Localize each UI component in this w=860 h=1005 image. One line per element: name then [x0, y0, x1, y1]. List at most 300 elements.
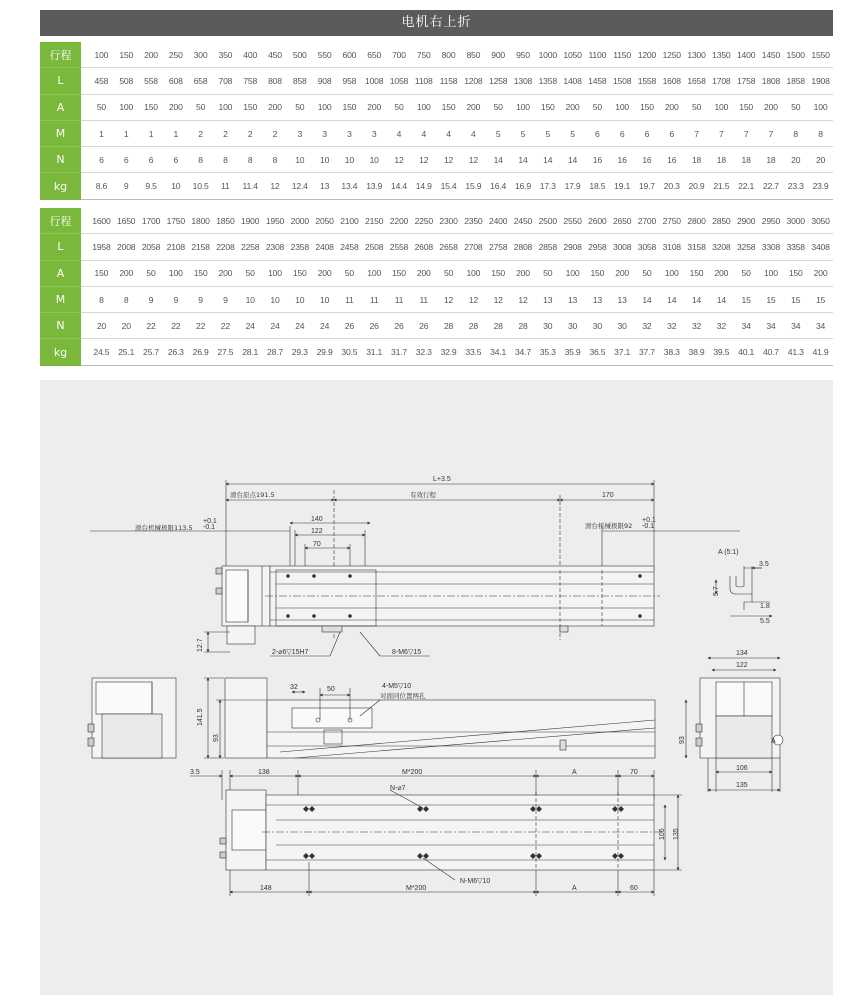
- table-cell: 100: [263, 260, 288, 286]
- table-cell: 100: [213, 94, 238, 120]
- table-cell: 3050: [808, 208, 833, 234]
- table-cell: 12.4: [287, 173, 312, 199]
- table-cell: 1208: [461, 68, 486, 94]
- table-cell: 1458: [585, 68, 610, 94]
- row-gap: [81, 147, 89, 173]
- table-cell: 200: [362, 94, 387, 120]
- row-gap: [81, 42, 89, 68]
- table-cell: 14: [709, 286, 734, 312]
- table-cell: 16: [610, 147, 635, 173]
- table-cell: 2850: [709, 208, 734, 234]
- table-cell: 200: [411, 260, 436, 286]
- table-cell: 1000: [535, 42, 560, 68]
- table-cell: 3: [287, 120, 312, 146]
- bottom-dim-3-5: 3.5: [190, 769, 200, 776]
- row-gap: [81, 260, 89, 286]
- table-cell: 1700: [139, 208, 164, 234]
- table-cell: 3: [337, 120, 362, 146]
- table-cell: 300: [188, 42, 213, 68]
- table-cell: 2500: [535, 208, 560, 234]
- table-cell: 10: [263, 286, 288, 312]
- table-cell: 15: [783, 286, 808, 312]
- table-cell: 19.7: [635, 173, 660, 199]
- table-cell: 30: [560, 313, 585, 339]
- table-cell: 1250: [659, 42, 684, 68]
- table-cell: 22: [139, 313, 164, 339]
- table-cell: 200: [808, 260, 833, 286]
- table-cell: 12: [461, 286, 486, 312]
- table-cell: 200: [759, 94, 784, 120]
- table-cell: 3358: [783, 234, 808, 260]
- table-row: [40, 173, 833, 199]
- table-cell: 1758: [734, 68, 759, 94]
- table-cell: 1558: [635, 68, 660, 94]
- table-cell: 22: [163, 313, 188, 339]
- table-cell: 35.9: [560, 339, 585, 365]
- table-cell: 10: [163, 173, 188, 199]
- table-cell: 28: [486, 313, 511, 339]
- table-cell: 1050: [560, 42, 585, 68]
- table-cell: 1658: [684, 68, 709, 94]
- table-cell: 508: [114, 68, 139, 94]
- table-cell: 22: [188, 313, 213, 339]
- bottom-dim-ab: A: [572, 885, 577, 892]
- table-cell: 200: [659, 94, 684, 120]
- table-cell: 22.7: [759, 173, 784, 199]
- table-cell: 1850: [213, 208, 238, 234]
- row-label: kg: [40, 173, 81, 199]
- table-cell: 16.9: [511, 173, 536, 199]
- table-cell: 28: [436, 313, 461, 339]
- table-cell: 2108: [163, 234, 188, 260]
- table-cell: 7: [709, 120, 734, 146]
- table-cell: 24: [287, 313, 312, 339]
- table-cell: 8: [808, 120, 833, 146]
- table-cell: 650: [362, 42, 387, 68]
- detail-5-5: 5.5: [760, 618, 770, 625]
- table-cell: 900: [486, 42, 511, 68]
- row-label: kg: [40, 339, 81, 365]
- side-view: [88, 678, 655, 758]
- row-gap: [81, 208, 89, 234]
- row-gap: [81, 68, 89, 94]
- table-cell: 1508: [610, 68, 635, 94]
- table-cell: 150: [114, 42, 139, 68]
- row-gap: [81, 120, 89, 146]
- table-cell: 150: [734, 94, 759, 120]
- end-dim-106: 106: [736, 765, 748, 772]
- table-cell: 36.5: [585, 339, 610, 365]
- table-cell: 6: [659, 120, 684, 146]
- table-cell: 20: [808, 147, 833, 173]
- table-cell: 25.7: [139, 339, 164, 365]
- table-cell: 2708: [461, 234, 486, 260]
- row-gap: [81, 313, 89, 339]
- table-cell: 6: [163, 147, 188, 173]
- table-cell: 50: [188, 94, 213, 120]
- table-cell: 100: [362, 260, 387, 286]
- limit-left-tol-upper: +0.1: [203, 518, 217, 525]
- table-cell: 13: [312, 173, 337, 199]
- table-cell: 850: [461, 42, 486, 68]
- bottom-dim-148: 148: [260, 885, 272, 892]
- table-cell: 100: [759, 260, 784, 286]
- dim-32: 32: [290, 684, 298, 691]
- table-cell: 38.3: [659, 339, 684, 365]
- table-cell: 11: [387, 286, 412, 312]
- table-cell: 23.9: [808, 173, 833, 199]
- table-cell: 100: [163, 260, 188, 286]
- table-cell: 10: [287, 147, 312, 173]
- row-gap: [81, 94, 89, 120]
- table-cell: 150: [486, 260, 511, 286]
- table-cell: 34: [759, 313, 784, 339]
- table-cell: 34: [783, 313, 808, 339]
- table-cell: 1: [89, 120, 114, 146]
- table-cell: 14: [684, 286, 709, 312]
- table-cell: 150: [535, 94, 560, 120]
- table-cell: 8: [263, 147, 288, 173]
- table-cell: 1550: [808, 42, 833, 68]
- table-cell: 2808: [511, 234, 536, 260]
- table-cell: 9: [188, 286, 213, 312]
- table-cell: 2050: [312, 208, 337, 234]
- table-row: [40, 42, 833, 68]
- end-dim-134: 134: [736, 650, 748, 657]
- table-cell: 34.7: [511, 339, 536, 365]
- table-cell: 2558: [387, 234, 412, 260]
- table-cell: 9: [163, 286, 188, 312]
- table-cell: 34: [808, 313, 833, 339]
- callout-m5-note: 对面同位置两孔: [380, 692, 426, 700]
- limit-left-tol-lower: -0.1: [203, 524, 216, 531]
- table-cell: 2: [188, 120, 213, 146]
- table-cell: 14: [535, 147, 560, 173]
- table-cell: 200: [263, 94, 288, 120]
- table-cell: 2958: [585, 234, 610, 260]
- table-cell: 20: [783, 147, 808, 173]
- top-view: [90, 476, 740, 656]
- table-cell: 39.5: [709, 339, 734, 365]
- table-cell: 13.4: [337, 173, 362, 199]
- dim-slide-origin: 滑台原点191.5: [230, 491, 275, 499]
- table-cell: 2400: [486, 208, 511, 234]
- table-cell: 12: [263, 173, 288, 199]
- table-cell: 200: [114, 260, 139, 286]
- table-cell: 2258: [238, 234, 263, 260]
- limit-right-tol-lower: -0.1: [642, 523, 655, 530]
- table-cell: 3: [312, 120, 337, 146]
- table-cell: 41.3: [783, 339, 808, 365]
- table-cell: 100: [659, 260, 684, 286]
- table-cell: 1150: [610, 42, 635, 68]
- table-row: [40, 260, 833, 286]
- table-cell: 11: [411, 286, 436, 312]
- table-cell: 150: [238, 94, 263, 120]
- end-dim-122: 122: [736, 662, 748, 669]
- table-cell: 25.1: [114, 339, 139, 365]
- table-cell: 6: [114, 147, 139, 173]
- table-cell: 14: [486, 147, 511, 173]
- table-cell: 100: [461, 260, 486, 286]
- table-cell: 2450: [511, 208, 536, 234]
- table-cell: 400: [238, 42, 263, 68]
- table-cell: 18: [709, 147, 734, 173]
- table-cell: 1950: [263, 208, 288, 234]
- table-cell: 26: [337, 313, 362, 339]
- row-gap: [81, 234, 89, 260]
- table-cell: 13: [610, 286, 635, 312]
- table-cell: 3158: [684, 234, 709, 260]
- table-cell: 2150: [362, 208, 387, 234]
- table-cell: 150: [436, 94, 461, 120]
- table-cell: 350: [213, 42, 238, 68]
- table-row: [40, 94, 833, 120]
- table-cell: 15: [734, 286, 759, 312]
- table-cell: 250: [163, 42, 188, 68]
- table-cell: 30: [535, 313, 560, 339]
- table-cell: 1358: [535, 68, 560, 94]
- table-cell: 100: [610, 94, 635, 120]
- table-cell: 2550: [560, 208, 585, 234]
- table-cell: 3258: [734, 234, 759, 260]
- table-cell: 11.4: [238, 173, 263, 199]
- table-cell: 12: [411, 147, 436, 173]
- table-cell: 7: [734, 120, 759, 146]
- table-cell: 29.9: [312, 339, 337, 365]
- row-label: L: [40, 68, 81, 94]
- table-cell: 1400: [734, 42, 759, 68]
- table-cell: 37.7: [635, 339, 660, 365]
- table-cell: 50: [238, 260, 263, 286]
- table-cell: 20: [89, 313, 114, 339]
- table-cell: 12: [461, 147, 486, 173]
- table-cell: 4: [461, 120, 486, 146]
- table-cell: 13.9: [362, 173, 387, 199]
- table-cell: 14: [511, 147, 536, 173]
- row-gap: [81, 286, 89, 312]
- table-cell: 8: [213, 147, 238, 173]
- row-label: L: [40, 234, 81, 260]
- table-cell: 100: [312, 94, 337, 120]
- table-cell: 1450: [759, 42, 784, 68]
- table-cell: 2700: [635, 208, 660, 234]
- table-cell: 150: [585, 260, 610, 286]
- table-cell: 3008: [610, 234, 635, 260]
- callout-m6-holes: 8-M6▽15: [392, 649, 422, 656]
- table-cell: 28: [461, 313, 486, 339]
- row-label: N: [40, 147, 81, 173]
- table-cell: 3058: [635, 234, 660, 260]
- table-cell: 458: [89, 68, 114, 94]
- dim-limit-left: 滑台机械极限113.5: [135, 524, 193, 532]
- table-cell: 32.9: [436, 339, 461, 365]
- table-cell: 19.1: [610, 173, 635, 199]
- table-cell: 200: [163, 94, 188, 120]
- table-cell: 3408: [808, 234, 833, 260]
- row-label: M: [40, 286, 81, 312]
- table-cell: 10: [238, 286, 263, 312]
- table-cell: 5: [486, 120, 511, 146]
- table-cell: 50: [734, 260, 759, 286]
- table-cell: 2158: [188, 234, 213, 260]
- table-cell: 30.5: [337, 339, 362, 365]
- table-cell: 2100: [337, 208, 362, 234]
- table-cell: 10: [287, 286, 312, 312]
- table-cell: 30: [610, 313, 635, 339]
- dim-141-5: 141.5: [197, 708, 204, 726]
- table-cell: 2208: [213, 234, 238, 260]
- end-dim-135: 135: [736, 782, 748, 789]
- table-cell: 50: [139, 260, 164, 286]
- table-cell: 1: [114, 120, 139, 146]
- table-cell: 17.9: [560, 173, 585, 199]
- table-cell: 2058: [139, 234, 164, 260]
- table-cell: 9: [213, 286, 238, 312]
- table-cell: 2908: [560, 234, 585, 260]
- table-cell: 2308: [263, 234, 288, 260]
- table-cell: 3: [362, 120, 387, 146]
- table-cell: 150: [387, 260, 412, 286]
- table-cell: 500: [287, 42, 312, 68]
- table-cell: 32: [635, 313, 660, 339]
- table-cell: 1750: [163, 208, 188, 234]
- table-cell: 1808: [759, 68, 784, 94]
- table-cell: 28.7: [263, 339, 288, 365]
- table-cell: 18.5: [585, 173, 610, 199]
- table-cell: 35.3: [535, 339, 560, 365]
- row-label: 行程: [40, 42, 81, 68]
- table-cell: 14.9: [411, 173, 436, 199]
- table-cell: 12: [436, 147, 461, 173]
- table-cell: 1408: [560, 68, 585, 94]
- table-cell: 3108: [659, 234, 684, 260]
- table-cell: 950: [511, 42, 536, 68]
- table-cell: 32: [659, 313, 684, 339]
- table-cell: 50: [387, 94, 412, 120]
- table-cell: 150: [188, 260, 213, 286]
- table-cell: 150: [337, 94, 362, 120]
- table-cell: 100: [560, 260, 585, 286]
- table-cell: 7: [759, 120, 784, 146]
- table-cell: 17.3: [535, 173, 560, 199]
- table-cell: 808: [263, 68, 288, 94]
- table-cell: 100: [808, 94, 833, 120]
- table-cell: 40.7: [759, 339, 784, 365]
- dim-93: 93: [213, 734, 220, 742]
- row-label: 行程: [40, 208, 81, 234]
- table-cell: 50: [287, 94, 312, 120]
- table-cell: 50: [783, 94, 808, 120]
- bottom-dim-138: 138: [258, 769, 270, 776]
- bottom-dim-60: 60: [630, 885, 638, 892]
- table-cell: 1608: [659, 68, 684, 94]
- table-cell: 100: [511, 94, 536, 120]
- table-cell: 50: [535, 260, 560, 286]
- table-cell: 200: [461, 94, 486, 120]
- table-cell: 200: [312, 260, 337, 286]
- table-cell: 8: [238, 147, 263, 173]
- dimension-drawing-panel: [40, 380, 833, 995]
- table-cell: 450: [263, 42, 288, 68]
- table-cell: 600: [337, 42, 362, 68]
- table-cell: 2000: [287, 208, 312, 234]
- table-cell: 150: [287, 260, 312, 286]
- table-cell: 5: [511, 120, 536, 146]
- table-cell: 100: [89, 42, 114, 68]
- table-cell: 1200: [635, 42, 660, 68]
- row-label: M: [40, 120, 81, 146]
- table-cell: 24: [238, 313, 263, 339]
- table-cell: 13: [535, 286, 560, 312]
- section-title: 电机右上折: [40, 10, 833, 36]
- table-cell: 100: [114, 94, 139, 120]
- table-cell: 14: [560, 147, 585, 173]
- table-cell: 1908: [808, 68, 833, 94]
- table-cell: 150: [635, 94, 660, 120]
- table-cell: 700: [387, 42, 412, 68]
- table-cell: 32.3: [411, 339, 436, 365]
- row-gap: [81, 173, 89, 199]
- table-row: [40, 339, 833, 365]
- dim-170: 170: [602, 492, 614, 499]
- table-cell: 1858: [783, 68, 808, 94]
- table-cell: 15.9: [461, 173, 486, 199]
- table-cell: 2: [238, 120, 263, 146]
- table-cell: 1100: [585, 42, 610, 68]
- table-cell: 1350: [709, 42, 734, 68]
- table-cell: 14: [659, 286, 684, 312]
- bottom-dim-135: 135: [673, 828, 680, 840]
- table-cell: 10.5: [188, 173, 213, 199]
- table-cell: 8: [188, 147, 213, 173]
- table-row: [40, 234, 833, 260]
- table-cell: 1500: [783, 42, 808, 68]
- table-cell: 5: [535, 120, 560, 146]
- table-cell: 6: [585, 120, 610, 146]
- dim-140: 140: [311, 516, 323, 523]
- detail-a-view: [713, 549, 772, 625]
- table-cell: 18: [684, 147, 709, 173]
- table-cell: 50: [635, 260, 660, 286]
- table-cell: 150: [139, 94, 164, 120]
- table-cell: 16.4: [486, 173, 511, 199]
- table-cell: 24.5: [89, 339, 114, 365]
- table-cell: 1308: [511, 68, 536, 94]
- table-cell: 2508: [362, 234, 387, 260]
- spec-table-1: [40, 42, 833, 200]
- table-cell: 34.1: [486, 339, 511, 365]
- table-cell: 3208: [709, 234, 734, 260]
- table-cell: 10: [362, 147, 387, 173]
- detail-1-8: 1.8: [760, 603, 770, 610]
- table-cell: 908: [312, 68, 337, 94]
- bottom-dim-106: 106: [659, 828, 666, 840]
- table-cell: 6: [610, 120, 635, 146]
- table-cell: 150: [684, 260, 709, 286]
- table-cell: 20.9: [684, 173, 709, 199]
- table-cell: 1258: [486, 68, 511, 94]
- detail-a-label: A (5:1): [718, 549, 739, 556]
- detail-5-7: 5.7: [713, 586, 720, 596]
- table-cell: 10: [312, 147, 337, 173]
- table-cell: 200: [560, 94, 585, 120]
- dim-50: 50: [327, 686, 335, 693]
- table-cell: 24: [312, 313, 337, 339]
- end-callout-a: A: [771, 738, 776, 745]
- table-cell: 28.1: [238, 339, 263, 365]
- table-cell: 5: [560, 120, 585, 146]
